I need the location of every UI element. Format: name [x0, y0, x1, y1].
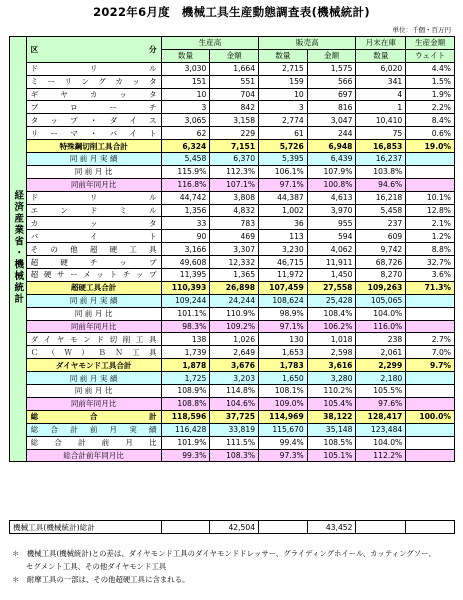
row-value: 1,450 [307, 269, 356, 282]
row-value: 109.2% [210, 320, 259, 333]
row-label: 同前年同月比 [26, 178, 161, 191]
row-value: 118,596 [161, 410, 210, 423]
row-value: 5,458 [356, 204, 406, 217]
grand-prod-amt: 42,504 [210, 521, 259, 534]
row-value: 104.0% [356, 307, 406, 320]
row-label: 超硬サーメットチップ [26, 269, 161, 282]
row-value: 110.9% [210, 307, 259, 320]
row-value: 68,726 [356, 256, 406, 269]
table-row [10, 165, 455, 178]
row-value: 107.9% [307, 165, 356, 178]
row-value: 71.3% [406, 281, 455, 294]
note-1-cont: セグメント工具、その他ダイヤモンド工具 [26, 562, 167, 571]
row-value: 108.3% [210, 449, 259, 462]
row-value: 38,122 [307, 410, 356, 423]
row-value: 16,853 [356, 140, 406, 153]
row-value: 116,428 [161, 423, 210, 436]
weight-header-top: 生産金額 [406, 37, 455, 50]
row-value: 97.1% [259, 320, 308, 333]
row-value: 10 [161, 88, 210, 101]
row-value: 109,244 [161, 294, 210, 307]
row-value: 11,972 [259, 269, 308, 282]
grand-total-row [10, 521, 455, 534]
row-value: 3,203 [210, 372, 259, 385]
row-value: 1,653 [259, 346, 308, 359]
row-label: ブ ロ ー チ [26, 101, 161, 114]
row-value: 2,774 [259, 114, 308, 127]
row-value: 1,575 [307, 62, 356, 75]
row-value: 783 [210, 217, 259, 230]
row-value: 108.8% [161, 397, 210, 410]
row-value: 2,715 [259, 62, 308, 75]
row-value: 105.5% [356, 385, 406, 398]
row-label: エ ン ド ミ ル [26, 204, 161, 217]
row-value: 106.2% [307, 320, 356, 333]
row-value: 94.6% [356, 178, 406, 191]
row-value: 109.0% [259, 397, 308, 410]
table-row [10, 243, 455, 256]
row-value: 105.1% [307, 449, 356, 462]
row-value: 112.2% [356, 449, 406, 462]
row-value: 10,410 [356, 114, 406, 127]
table-row [10, 230, 455, 243]
row-value: 3.6% [406, 269, 455, 282]
row-value: 105,065 [356, 294, 406, 307]
row-value: 6,948 [307, 140, 356, 153]
row-value: 106.1% [259, 165, 308, 178]
footnotes [12, 547, 436, 586]
row-value: 341 [356, 75, 406, 88]
row-value: 25,428 [307, 294, 356, 307]
row-value: 3,030 [161, 62, 210, 75]
row-value: 3,047 [307, 114, 356, 127]
prod-amt-header: 金額 [210, 49, 259, 62]
row-value: 1.5% [406, 75, 455, 88]
row-value: 3,280 [307, 372, 356, 385]
row-value: 108.9% [161, 385, 210, 398]
row-value: 49,608 [161, 256, 210, 269]
row-value: 2,180 [356, 372, 406, 385]
row-value: 3,158 [210, 114, 259, 127]
table-row [10, 307, 455, 320]
header-row-1 [10, 37, 455, 50]
row-value: 159 [259, 75, 308, 88]
row-value: 99.3% [161, 449, 210, 462]
row-value: 1.9% [406, 88, 455, 101]
row-label: 総 合 計 [26, 410, 161, 423]
row-value: 7,151 [210, 140, 259, 153]
row-label: リーマ・バイト [26, 127, 161, 140]
row-value: 1,739 [161, 346, 210, 359]
row-value: 1,356 [161, 204, 210, 217]
sales-amt-header: 金額 [307, 49, 356, 62]
row-label: 同 前 月 実 績 [26, 372, 161, 385]
row-label: 同 前 月 比 [26, 385, 161, 398]
row-value: 33 [161, 217, 210, 230]
row-value: 16,218 [356, 191, 406, 204]
sales-header: 販売高 [259, 37, 356, 50]
row-value: 5,458 [161, 153, 210, 166]
row-value: 62 [161, 127, 210, 140]
row-value [406, 372, 455, 385]
row-value: 3 [161, 101, 210, 114]
table-row [10, 410, 455, 423]
table-row [10, 204, 455, 217]
row-value: 5,395 [259, 153, 308, 166]
row-value: 123,484 [356, 423, 406, 436]
row-value: 4.4% [406, 62, 455, 75]
report-title: 2022年6月度 機械工具生産動態調査表(機械統計) [93, 5, 370, 19]
table-row [10, 333, 455, 346]
row-value: 4,832 [210, 204, 259, 217]
sales-qty-header: 数量 [259, 49, 308, 62]
row-value: 551 [210, 75, 259, 88]
row-value [406, 307, 455, 320]
grand-sales-amt: 43,452 [307, 521, 356, 534]
row-value: 6,439 [307, 153, 356, 166]
row-value: 3,230 [259, 243, 308, 256]
table-row [10, 217, 455, 230]
row-value: 107.1% [210, 178, 259, 191]
prod-header: 生産高 [161, 37, 258, 50]
table-row [10, 385, 455, 398]
table-row [10, 320, 455, 333]
row-label: 総 合 計 前 月 比 [26, 436, 161, 449]
side-label: 経済産業省・機械統計 [12, 190, 24, 306]
row-value: 115.9% [161, 165, 210, 178]
stock-header: 月末在庫 [356, 37, 406, 50]
row-value: 103.8% [356, 165, 406, 178]
kubun-header: 区 分 [26, 37, 161, 63]
row-value: 37,725 [210, 410, 259, 423]
grand-total-label: 機械工具(機械統計)総計 [10, 521, 162, 534]
row-label: ギ ヤ カ ッ タ [26, 88, 161, 101]
row-label: 同 前 月 比 [26, 307, 161, 320]
row-value: 2,299 [356, 359, 406, 372]
row-value: 114.8% [210, 385, 259, 398]
row-value: 98.3% [161, 320, 210, 333]
row-value: 9,742 [356, 243, 406, 256]
row-value: 108,624 [259, 294, 308, 307]
table-row [10, 397, 455, 410]
row-value: 90 [161, 230, 210, 243]
row-value: 9.7% [406, 359, 455, 372]
row-value [406, 385, 455, 398]
table-row [10, 114, 455, 127]
row-label: ダイヤモンド工具合計 [26, 359, 161, 372]
row-label: 同 前 月 比 [26, 165, 161, 178]
row-value: 61 [259, 127, 308, 140]
row-value: 97.6% [356, 397, 406, 410]
row-value: 100.0% [406, 410, 455, 423]
row-value: 594 [307, 230, 356, 243]
row-value: 99.4% [259, 436, 308, 449]
row-value: 11,395 [161, 269, 210, 282]
row-label: カ ッ タ [26, 217, 161, 230]
row-value: 26,898 [210, 281, 259, 294]
row-value: 108.5% [307, 436, 356, 449]
side-label-cell [10, 37, 27, 462]
row-value: 237 [356, 217, 406, 230]
row-value: 6,324 [161, 140, 210, 153]
table-row [10, 178, 455, 191]
row-value: 1.2% [406, 230, 455, 243]
row-value [406, 397, 455, 410]
row-value: 2,061 [356, 346, 406, 359]
row-label: 超 硬 チ ッ プ [26, 256, 161, 269]
table-row [10, 423, 455, 436]
row-value: 12,332 [210, 256, 259, 269]
table-row [10, 140, 455, 153]
row-value: 697 [307, 88, 356, 101]
row-value: 46,715 [259, 256, 308, 269]
row-value: 10.1% [406, 191, 455, 204]
row-value: 110.2% [307, 385, 356, 398]
row-value: 609 [356, 230, 406, 243]
row-label: ド リ ル [26, 62, 161, 75]
row-value: 0.6% [406, 127, 455, 140]
row-value: 3,307 [210, 243, 259, 256]
table-row [10, 75, 455, 88]
row-value: 1,365 [210, 269, 259, 282]
row-value: 2.2% [406, 101, 455, 114]
row-value: 2.7% [406, 333, 455, 346]
row-value: 128,417 [356, 410, 406, 423]
row-value: 105.4% [307, 397, 356, 410]
row-value: 107,459 [259, 281, 308, 294]
row-value: 101.1% [161, 307, 210, 320]
row-label: 特殊鋼切削工具合計 [26, 140, 161, 153]
grand-total-table [9, 520, 455, 534]
row-value: 229 [210, 127, 259, 140]
row-value: 108.4% [307, 307, 356, 320]
row-value: 2,598 [307, 346, 356, 359]
note-1: ＊ 機械工具(機械統計)との差は、ダイヤモンド工具のダイヤモンドドレッサー、グライディングホイール、カッティングソー、 [12, 549, 436, 558]
row-value: 130 [259, 333, 308, 346]
row-value: 97.3% [259, 449, 308, 462]
row-value: 1 [356, 101, 406, 114]
row-value: 1,783 [259, 359, 308, 372]
row-value: 35,148 [307, 423, 356, 436]
table-row [10, 346, 455, 359]
row-label: 同前年同月比 [26, 320, 161, 333]
row-value: 1,002 [259, 204, 308, 217]
row-value: 101.9% [161, 436, 210, 449]
row-value: 4,613 [307, 191, 356, 204]
row-value: 1,725 [161, 372, 210, 385]
row-value: 151 [161, 75, 210, 88]
row-value: 98.9% [259, 307, 308, 320]
row-value: 104.0% [356, 436, 406, 449]
row-label: ダイヤモンド切削工具 [26, 333, 161, 346]
table-row [10, 88, 455, 101]
row-value: 2.1% [406, 217, 455, 230]
row-value: 104.6% [210, 397, 259, 410]
row-value: 3 [259, 101, 308, 114]
row-value: 244 [307, 127, 356, 140]
row-value: 8.8% [406, 243, 455, 256]
row-label: Ｃ（Ｗ）ＢＮ工具 [26, 346, 161, 359]
row-label: その他超硬工具 [26, 243, 161, 256]
row-value: 7.0% [406, 346, 455, 359]
row-value: 113 [259, 230, 308, 243]
row-value: 1,026 [210, 333, 259, 346]
table-row [10, 256, 455, 269]
row-value: 10 [259, 88, 308, 101]
row-value: 842 [210, 101, 259, 114]
row-value: 12.8% [406, 204, 455, 217]
table-row [10, 359, 455, 372]
row-value: 8,270 [356, 269, 406, 282]
row-label: 同 前 月 実 績 [26, 294, 161, 307]
row-value [406, 153, 455, 166]
table-row [10, 127, 455, 140]
table-row [10, 436, 455, 449]
row-label: 同前年同月比 [26, 397, 161, 410]
row-value: 566 [307, 75, 356, 88]
row-value: 4 [356, 88, 406, 101]
row-value: 112.3% [210, 165, 259, 178]
table-row [10, 191, 455, 204]
row-value [406, 423, 455, 436]
row-value: 16,237 [356, 153, 406, 166]
row-value: 36 [259, 217, 308, 230]
row-value: 114,969 [259, 410, 308, 423]
row-value: 4,062 [307, 243, 356, 256]
row-value: 108.1% [259, 385, 308, 398]
row-value: 32.7% [406, 256, 455, 269]
table-row [10, 153, 455, 166]
row-label: ド リ ル [26, 191, 161, 204]
row-value [406, 436, 455, 449]
row-label: 同 前 月 実 績 [26, 153, 161, 166]
row-value: 816 [307, 101, 356, 114]
row-value [406, 294, 455, 307]
row-value: 44,742 [161, 191, 210, 204]
table-row [10, 372, 455, 385]
row-value: 1,650 [259, 372, 308, 385]
row-value: 1,664 [210, 62, 259, 75]
table-row [10, 62, 455, 75]
row-value: 1,878 [161, 359, 210, 372]
row-value: 5,726 [259, 140, 308, 153]
row-value: 1,018 [307, 333, 356, 346]
unit-label: 単位：千個・百万円 [392, 26, 451, 34]
row-value: 8.4% [406, 114, 455, 127]
row-value: 75 [356, 127, 406, 140]
row-value: 110,393 [161, 281, 210, 294]
weight-header: ウェイト [406, 49, 455, 62]
row-value: 100.8% [307, 178, 356, 191]
row-value: 138 [161, 333, 210, 346]
row-value: 109,263 [356, 281, 406, 294]
row-value: 3,166 [161, 243, 210, 256]
row-value: 97.1% [259, 178, 308, 191]
row-value: 2,649 [210, 346, 259, 359]
row-value: 6,020 [356, 62, 406, 75]
table-row [10, 449, 455, 462]
row-label: バ イ ト [26, 230, 161, 243]
prod-qty-header: 数量 [161, 49, 210, 62]
row-value: 955 [307, 217, 356, 230]
row-value: 6,370 [210, 153, 259, 166]
row-value [406, 449, 455, 462]
row-value: 44,387 [259, 191, 308, 204]
row-value: 11,911 [307, 256, 356, 269]
row-label: ミーリングカッタ [26, 75, 161, 88]
row-label: 超硬工具合計 [26, 281, 161, 294]
row-value [406, 178, 455, 191]
table-row [10, 269, 455, 282]
row-value: 3,676 [210, 359, 259, 372]
row-value: 116.8% [161, 178, 210, 191]
row-value [406, 320, 455, 333]
row-value: 33,819 [210, 423, 259, 436]
row-value: 116.0% [356, 320, 406, 333]
row-value: 24,244 [210, 294, 259, 307]
row-label: タップ・ダイス [26, 114, 161, 127]
table-row [10, 281, 455, 294]
row-value [406, 165, 455, 178]
row-value: 3,970 [307, 204, 356, 217]
row-value: 3,616 [307, 359, 356, 372]
row-value: 704 [210, 88, 259, 101]
table-row [10, 294, 455, 307]
row-label: 総合計前月実績 [26, 423, 161, 436]
note-2: ＊ 耐摩工具の一部は、その他超硬工具に含まれる。 [12, 575, 190, 584]
row-label: 総合計前年同月比 [26, 449, 161, 462]
row-value: 3,808 [210, 191, 259, 204]
production-table [9, 36, 455, 462]
row-value: 27,558 [307, 281, 356, 294]
row-value: 469 [210, 230, 259, 243]
table-row [10, 101, 455, 114]
row-value: 19.0% [406, 140, 455, 153]
row-value: 111.5% [210, 436, 259, 449]
row-value: 3,065 [161, 114, 210, 127]
row-value: 115,670 [259, 423, 308, 436]
stock-qty-header: 数量 [356, 49, 406, 62]
row-value: 238 [356, 333, 406, 346]
